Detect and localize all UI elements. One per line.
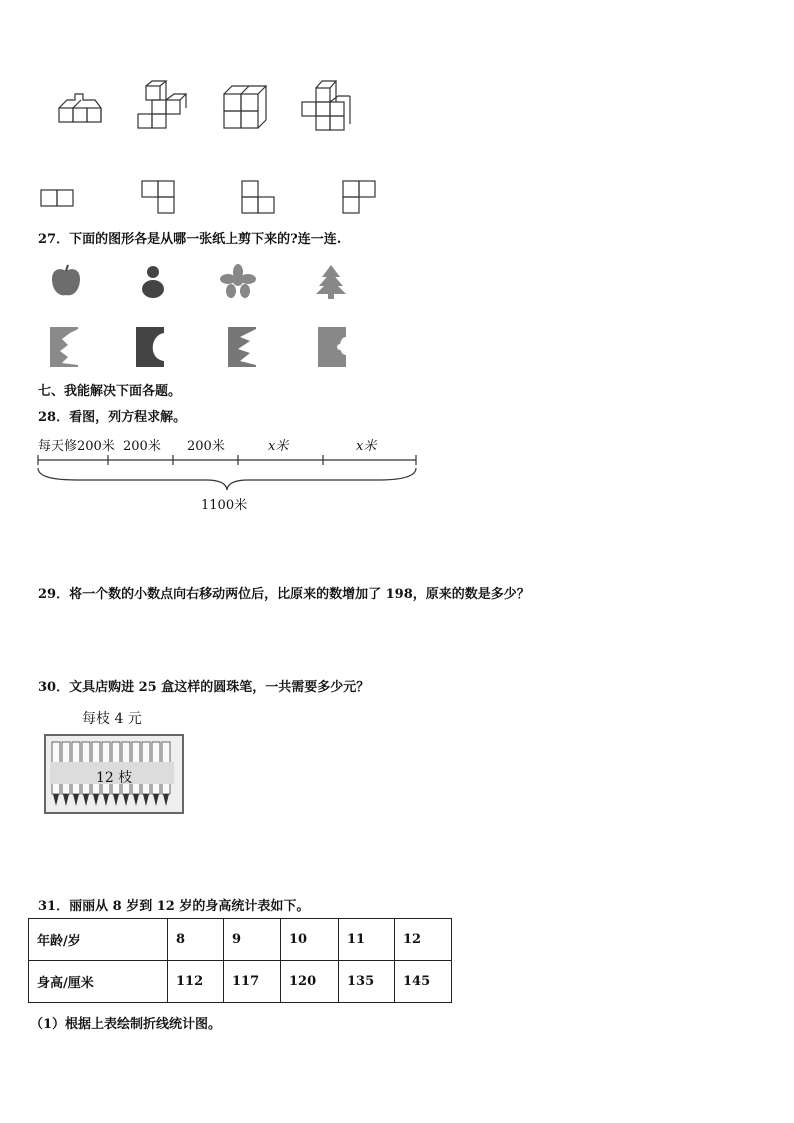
question-29: 29．将一个数的小数点向右移动两位后，比原来的数增加了 198，原来的数是多少？ (38, 587, 530, 602)
apple-cutout-icon (50, 263, 82, 299)
pen-box-image (44, 734, 184, 814)
view-drawing-3 (240, 180, 276, 216)
cube-figure-4 (300, 78, 354, 132)
question-31: 31．丽丽从 8 岁到 12 岁的身高统计表如下。 (38, 899, 310, 914)
view-drawing-4 (341, 180, 377, 216)
question-30: 30．文具店购进 25 盒这样的圆珠笔，一共需要多少元？ (38, 680, 370, 695)
table-cell: 145 (395, 961, 452, 1003)
segment-label-5: x米 (356, 439, 377, 454)
question-27: 27．下面的图形各是从哪一张纸上剪下来的?连一连. (38, 232, 342, 247)
question-28: 28．看图，列方程求解。 (38, 410, 187, 425)
segment-label-3: 200米 (187, 439, 225, 454)
paper-cutout-2 (134, 325, 166, 369)
table-row (29, 919, 452, 961)
tree-cutout-icon (314, 264, 348, 300)
segment-label-2: 200米 (123, 439, 161, 454)
cube-figure-1 (55, 92, 105, 132)
table-cell: 8 (168, 919, 224, 961)
total-length-label: 1100米 (201, 498, 248, 513)
paper-cutout-3 (226, 325, 258, 369)
view-drawing-1 (40, 188, 76, 208)
height-stats-table (28, 918, 452, 1003)
table-cell: 年龄/岁 (29, 919, 168, 961)
table-cell: 11 (339, 919, 395, 961)
table-cell: 12 (395, 919, 452, 961)
paper-cutout-1 (48, 325, 80, 369)
pen-price-label: 每枝 4 元 (82, 711, 142, 727)
gourd-cutout-icon (138, 262, 168, 300)
line-segment-diagram (36, 452, 420, 492)
view-drawing-2 (140, 180, 176, 216)
table-cell: 117 (224, 961, 281, 1003)
table-cell: 135 (339, 961, 395, 1003)
segment-label-4: x米 (268, 439, 289, 454)
table-cell: 112 (168, 961, 224, 1003)
paper-cutout-4 (316, 325, 348, 369)
pen-count-label: 12 枝 (96, 770, 133, 786)
cube-figure-3 (222, 84, 268, 130)
question-31-part-1: （1）根据上表绘制折线统计图。 (30, 1017, 222, 1032)
table-cell: 10 (281, 919, 339, 961)
table-row (29, 961, 452, 1003)
flower-cutout-icon (220, 264, 256, 298)
table-cell: 120 (281, 961, 339, 1003)
section-7-heading: 七、我能解决下面各题。 (38, 384, 182, 399)
segment-label-1: 每天修200米 (38, 439, 115, 454)
table-cell: 身高/厘米 (29, 961, 168, 1003)
cube-figure-2 (136, 80, 188, 132)
table-cell: 9 (224, 919, 281, 961)
